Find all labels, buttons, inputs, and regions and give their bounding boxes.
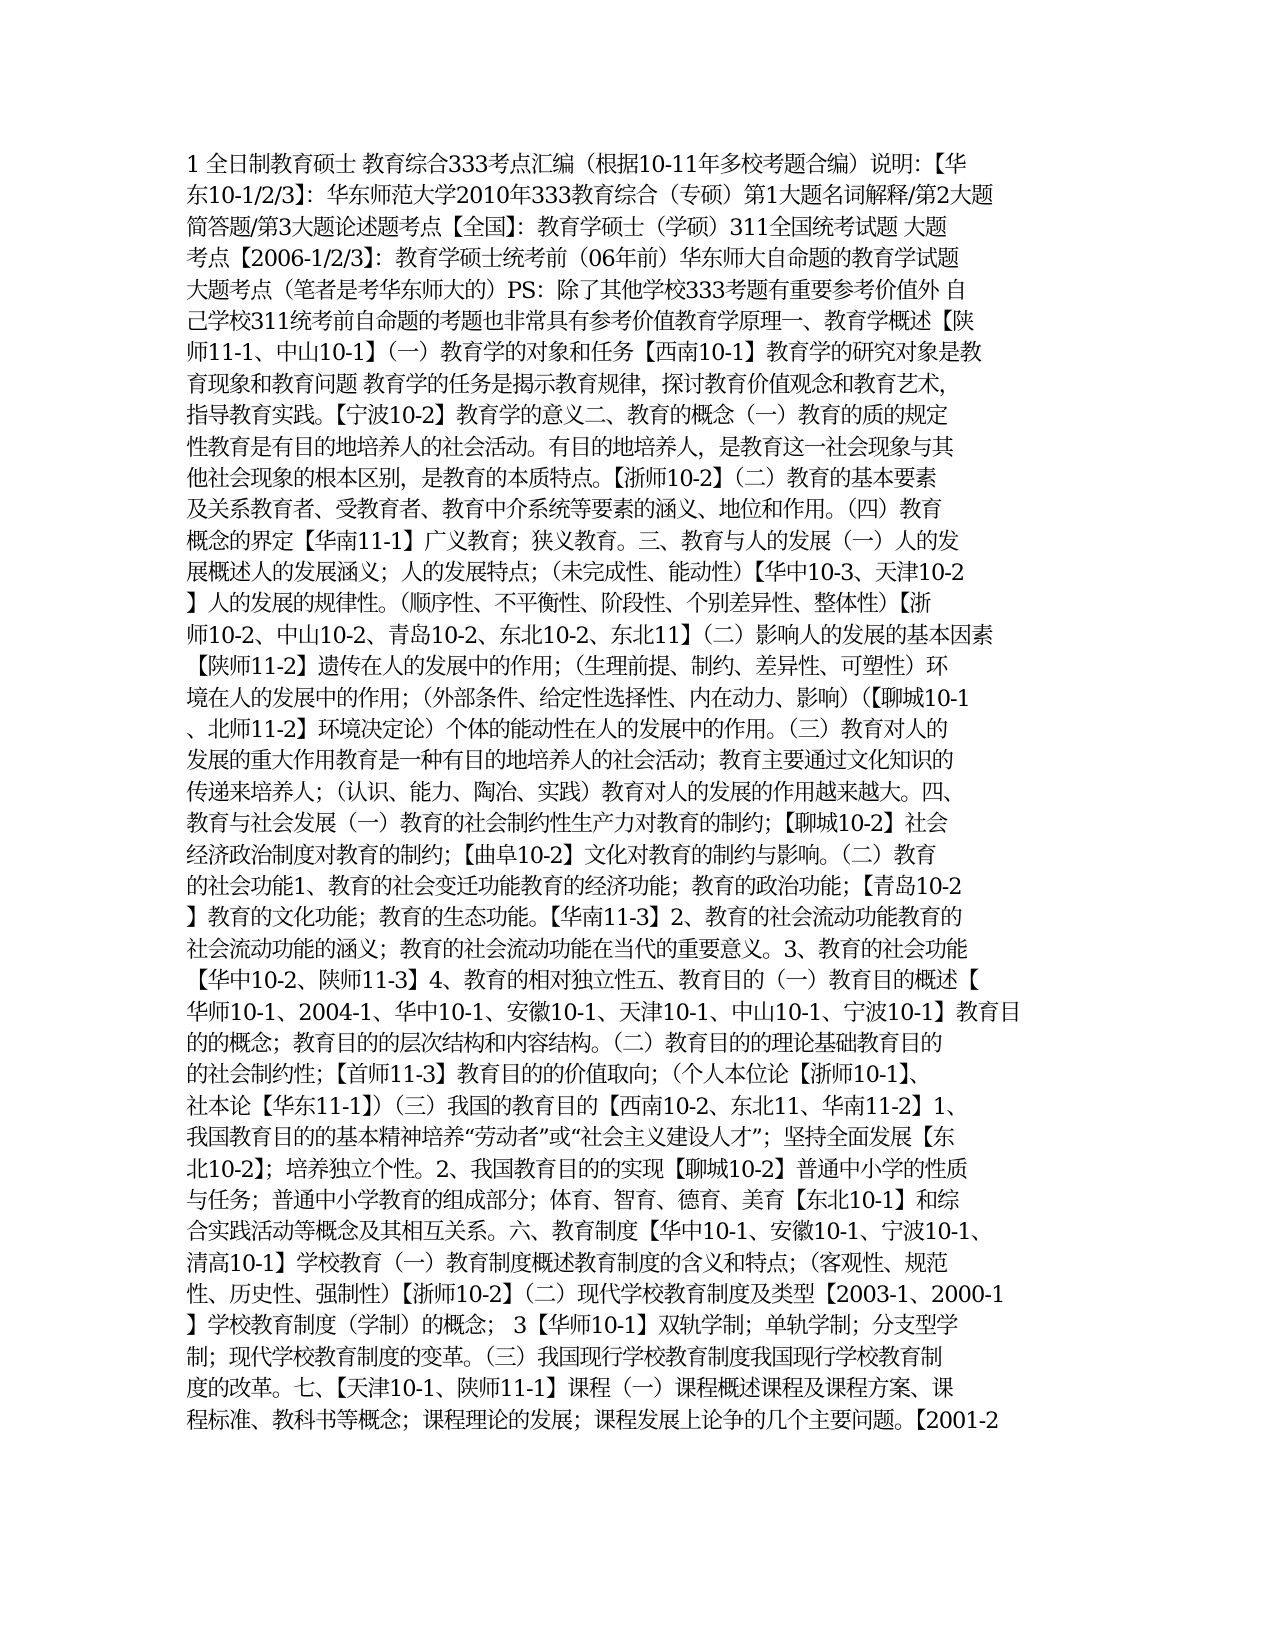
text-line: 【陕师11-2】遗传在人的发展中的作用；（生理前提、制约、差异性、可塑性）环 (186, 654, 948, 681)
text-line: 制；现代学校教育制度的变革。（三）我国现行学校教育制度我国现行学校教育制 (186, 1344, 942, 1371)
text-line: 【华中10-2、陕师11-3】4、教育的相对独立性五、教育目的（一）教育目的概述【 (186, 968, 979, 995)
text-line: 育现象和教育问题 教育学的任务是揭示教育规律，探讨教育价值观念和教育艺术， (186, 371, 960, 398)
text-line: 性教育是有目的地培养人的社会活动。有目的地培养人，是教育这一社会现象与其 (186, 434, 953, 461)
text-line: 度的改革。七、【天津10-1、陕师11-1】课程（一）课程概述课程及课程方案、课 (186, 1376, 953, 1403)
text-line: 合实践活动等概念及其相互关系。六、教育制度【华中10-1、安徽10-1、宁波10-1、 (186, 1219, 993, 1246)
text-line: 概念的界定【华南11-1】广义教育；狭义教育。三、教育与人的发展（一）人的发 (186, 528, 959, 555)
text-line: 展概述人的发展涵义；人的发展特点；（未完成性、能动性）【华中10-3、天津10-2 (186, 560, 965, 587)
text-line: 1 全日制教育硕士 教育综合333考点汇编（根据10-11年多校考题合编）说明：【华 (186, 152, 966, 178)
text-line: 传递来培养人；（认识、能力、陶冶、实践）教育对人的发展的作用越来越大。四、 (186, 779, 965, 806)
text-line: 考点【2006-1/2/3】：教育学硕士统考前（06年前）华东师大自命题的教育学试题 (186, 246, 959, 273)
text-line: 发展的重大作用教育是一种有目的地培养人的社会活动；教育主要通过文化知识的 (186, 748, 953, 775)
text-line: 程标准、教科书等概念；课程理论的发展；课程发展上论争的几个主要问题。【2001-2 (186, 1407, 999, 1434)
text-line: 性、历史性、强制性）【浙师10-2】（二）现代学校教育制度及类型【2003-1、2000-1 (186, 1282, 1005, 1309)
text-line: 北10-2】；培养独立个性。2、我国教育目的的实现【聊城10-2】普通中小学的性质 (186, 1156, 968, 1183)
text-line: 】学校教育制度（学制）的概念； 3【华师10-1】双轨学制；单轨学制；分支型学 (186, 1313, 958, 1340)
text-line: 的的概念；教育目的的层次结构和内容结构。（二）教育目的的理论基础教育目的 (186, 1030, 942, 1057)
text-line: 东10-1/2/3】：华东师范大学2010年333教育综合（专硕）第1大题名词解释/第2大题 (186, 183, 993, 210)
text-line: 我国教育目的的基本精神培养“劳动者”或“社会主义建设人才”；坚持全面发展【东 (186, 1125, 954, 1152)
text-line: 教育与社会发展（一）教育的社会制约性生产力对教育的制约；【聊城10-2】社会 (186, 811, 948, 838)
text-line: 他社会现象的根本区别，是教育的本质特点。【浙师10-2】（二）教育的基本要素 (186, 465, 936, 492)
text-line: 、北师11-2】环境决定论）个体的能动性在人的发展中的作用。（三）教育对人的 (186, 717, 948, 744)
text-line: 】教育的文化功能；教育的生态功能。【华南11-3】2、教育的社会流动功能教育的 (186, 905, 962, 932)
text-line: 己学校311统考前自命题的考题也非常具有参考价值教育学原理一、教育学概述【陕 (186, 308, 974, 335)
text-line: 社本论【华东11-1】）（三）我国的教育目的【西南10-2、东北11、华南11-2】1、 (186, 1093, 968, 1120)
text-line: 及关系教育者、受教育者、教育中介系统等要素的涵义、地位和作用。（四）教育 (186, 497, 942, 524)
text-line: 的社会制约性；【首师11-3】教育目的的价值取向；（个人本位论【浙师10-1】、 (186, 1062, 931, 1089)
text-line: 】人的发展的规律性。（顺序性、不平衡性、阶段性、个别差异性、整体性）【浙 (186, 591, 931, 618)
text-line: 与任务；普通中小学教育的组成部分；体育、智育、德育、美育【东北10-1】和综 (186, 1187, 959, 1214)
text-line: 指导教育实践。【宁波10-2】教育学的意义二、教育的概念（一）教育的质的规定 (186, 403, 948, 430)
text-line: 师11-1、中山10-1】（一）教育学的对象和任务【西南10-1】教育学的研究对象是教 (186, 340, 981, 367)
body-text (186, 150, 1086, 1437)
text-line: 境在人的发展中的作用；（外部条件、给定性选择性、内在动力、影响）（【聊城10-1 (186, 685, 970, 712)
text-line: 师10-2、中山10-2、青岛10-2、东北10-2、东北11】（二）影响人的发展的基本因素 (186, 622, 993, 649)
text-line: 华师10-1、2004-1、华中10-1、安徽10-1、天津10-1、中山10-1、宁波10-1】教育目 (186, 999, 1021, 1026)
text-line: 的社会功能1、教育的社会变迁功能教育的经济功能；教育的政治功能；【青岛10-2 (186, 873, 962, 900)
text-line: 社会流动功能的涵义；教育的社会流动功能在当代的重要意义。3、教育的社会功能 (186, 936, 968, 963)
text-line: 简答题/第3大题论述题考点【全国】：教育学硕士（学硕）311全国统考试题 大题 (186, 214, 947, 241)
text-line: 大题考点（笔者是考华东师大的）PS：除了其他学校333考题有重要参考价值外 自 (186, 277, 967, 304)
text-line: 清高10-1】学校教育（一）教育制度概述教育制度的含义和特点；（客观性、规范 (186, 1250, 948, 1277)
text-line: 经济政治制度对教育的制约；【曲阜10-2】文化对教育的制约与影响。（二）教育 (186, 842, 936, 869)
